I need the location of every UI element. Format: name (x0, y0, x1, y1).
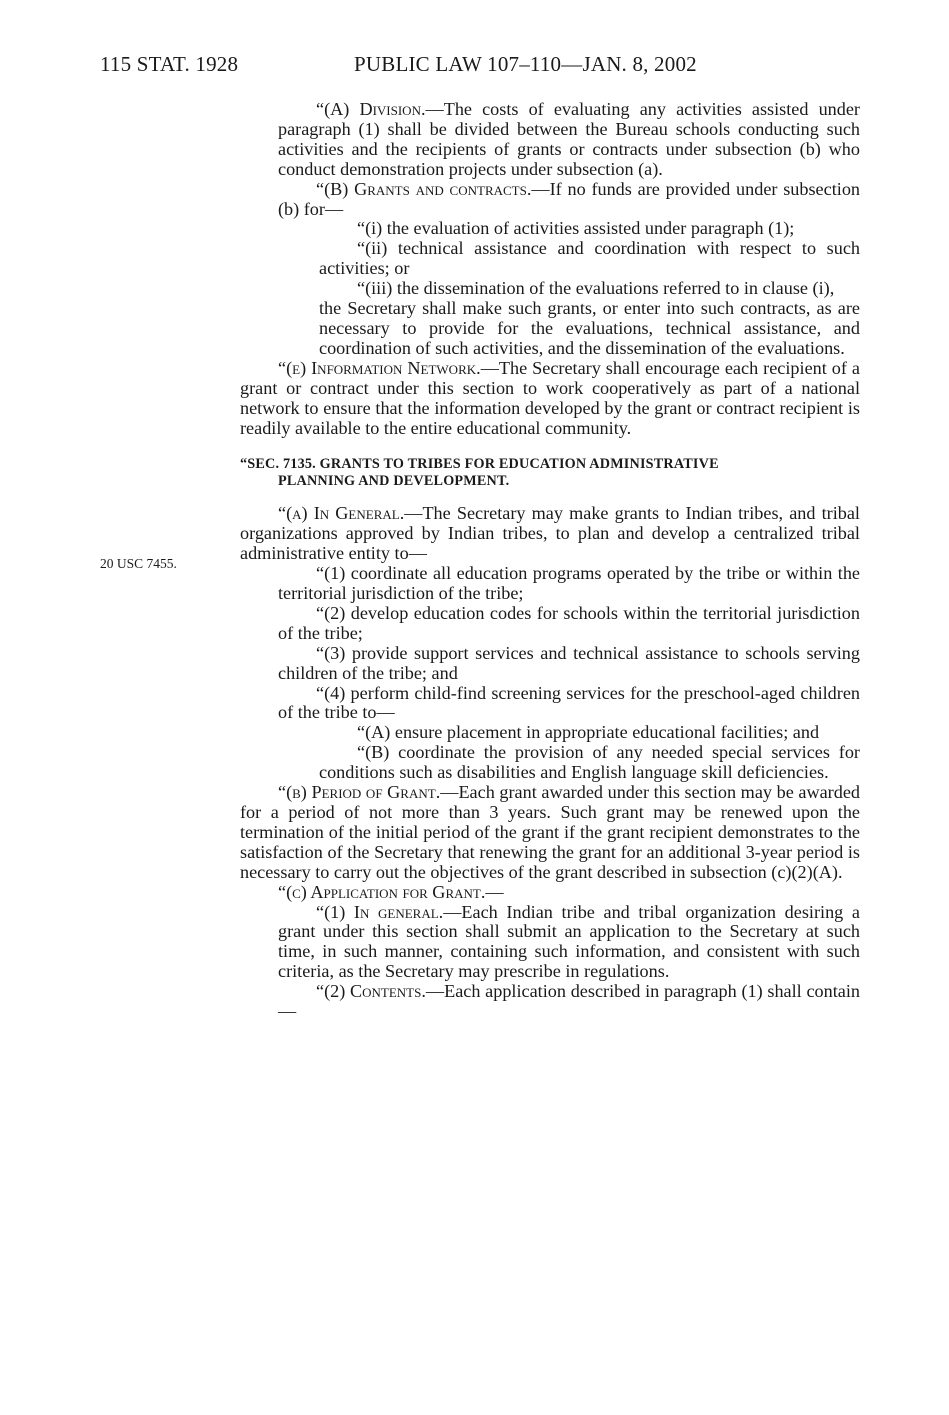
section-heading-line2: PLANNING AND DEVELOPMENT. (278, 473, 510, 490)
law-citation: PUBLIC LAW 107–110—JAN. 8, 2002 (354, 52, 697, 76)
paragraph-a-in-general: “(a) In General.—The Secretary may make grants to Indian tribes, and tribal organizations approved by Indian tribes, to plan and develop a centralized tribal administrative entity to— (240, 503, 860, 564)
margin-note-citation: 20 USC 7455. (100, 556, 177, 571)
paragraph-c1-in-general: “(1) In general.—Each Indian tribe and tribal organization desiring a grant under this section shall submit an application to the Secretary at such time, in such manner, containing such information, and consistent with such criteria, as the Secretary may prescribe in regulations. (278, 901, 860, 982)
section-heading-line1: “SEC. 7135. GRANTS TO TRIBES FOR EDUCATION ADMINISTRATIVE (240, 456, 719, 473)
paragraph-e-information-network: “(e) Information Network.—The Secretary shall encourage each recipient of a grant or contract under this section to work cooperatively as part of a national network to ensure that the information developed by the grant or contract recipient is readily available to the entire educational community. (240, 357, 860, 438)
paragraph-c2-contents: “(2) Contents.—Each application described in paragraph (1) shall contain— (278, 981, 860, 1022)
document-body (240, 100, 860, 1022)
clause-iii: “(iii) the dissemination of the evaluations referred to in clause (i), (357, 278, 835, 299)
clause-i: “(i) the evaluation of activities assisted under paragraph (1); (357, 218, 795, 239)
flush-continuation: the Secretary shall make such grants, or enter into such contracts, as are necessary to provide for the evaluations, technical assistance, and coordination of such activities, and the dissemination of the evaluations. (319, 298, 860, 358)
item-3: “(3) provide support services and technical assistance to schools serving children of the tribe; and (278, 642, 860, 683)
section-heading (240, 456, 860, 490)
item-2: “(2) develop education codes for schools within the territorial jurisdiction of the tribe; (278, 602, 860, 643)
paragraph-A-division: “(A) Division.—The costs of evaluating any activities assisted under paragraph (1) shall be divided between the Bureau schools conducting such activities and the recipients of grants or contracts under subsection (b) who conduct demonstration projects under subsection (a). (278, 99, 860, 179)
paragraph-B-grants-contracts: “(B) Grants and contracts.—If no funds are provided under subsection (b) for— (278, 178, 861, 219)
paragraph-b-period-of-grant: “(b) Period of Grant.—Each grant awarded under this section may be awarded for a period of not more than 3 years. Such grant may be renewed upon the termination of the initial period of the grant if the grant recipient demonstrates to the satisfaction of the Secretary that renewing the grant for an additional 3-year period is necessary to carry out the objectives of the grant described in subsection (c)(2)(A). (240, 782, 860, 882)
paragraph-c-application: “(c) Application for Grant.— (278, 881, 504, 902)
item-4: “(4) perform child-find screening services for the preschool-aged children of the tribe to— (278, 682, 860, 723)
subitem-A: “(A) ensure placement in appropriate educational facilities; and (357, 722, 820, 743)
page-number: 115 STAT. 1928 (100, 52, 239, 76)
clause-ii: “(ii) technical assistance and coordination with respect to such activities; or (319, 238, 860, 279)
subitem-B: “(B) coordinate the provision of any needed special services for conditions such as disabilities and English language skill deficiencies. (319, 742, 860, 783)
item-1: “(1) coordinate all education programs operated by the tribe or within the territorial jurisdiction of the tribe; (278, 563, 860, 604)
